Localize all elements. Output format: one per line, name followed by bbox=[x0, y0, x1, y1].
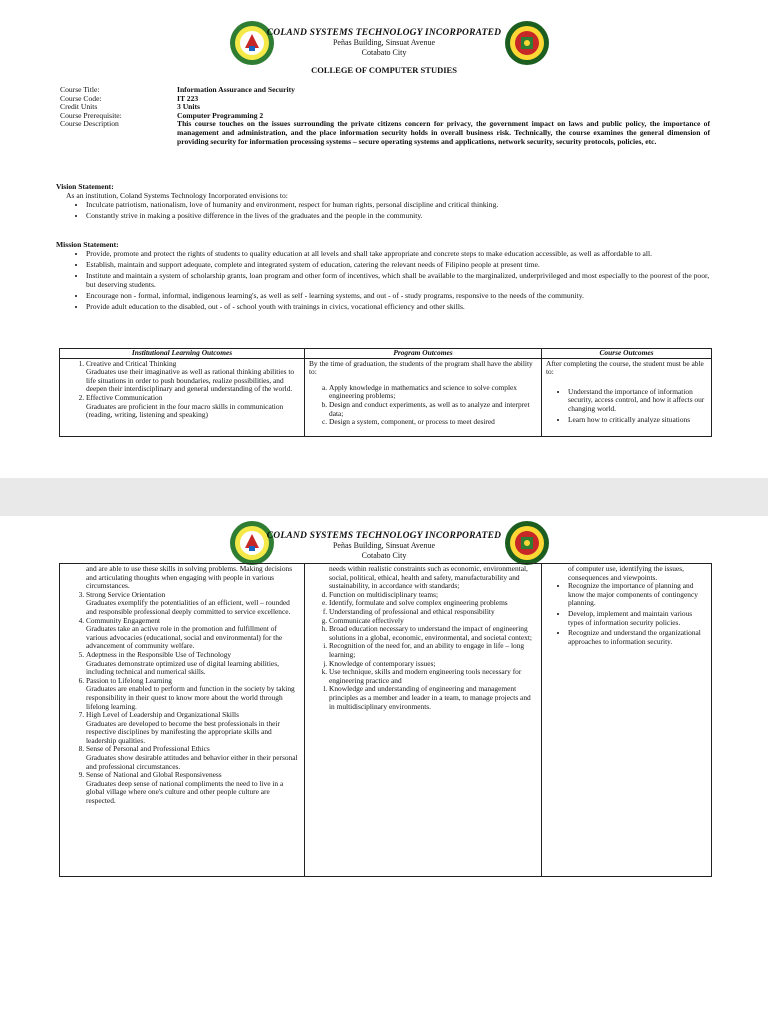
list-item: f. Understanding of professional and ethical responsibility bbox=[329, 608, 537, 617]
vision-section bbox=[56, 182, 716, 222]
po-header: Program Outcomes bbox=[305, 349, 542, 359]
co-header: Course Outcomes bbox=[542, 349, 712, 359]
list-item bbox=[86, 617, 300, 651]
list-item: • Institute and maintain a system of scholarship grants, loan program and other form of incentives, which shall be available to the marginalized, underprivileged and most especially to the poorest of the poor, but deserving students. bbox=[86, 271, 716, 289]
ilo-cell bbox=[60, 358, 305, 436]
list-item: • Recognize the importance of planning and know the major components of contingency planning. bbox=[568, 582, 707, 608]
org-name: COLAND SYSTEMS TECHNOLOGY INCORPORATED bbox=[266, 28, 502, 38]
po-continuation: needs within realistic constraints such as economic, environmental, social, political, ethical, health and safety, manufacturability and sustainability, in accordance with standards; bbox=[329, 564, 528, 591]
co-cell bbox=[542, 358, 712, 436]
ilo-desc: Graduates show desirable attitudes and behavior either in their personal and professional circumstances. bbox=[86, 753, 298, 771]
list-item: c. Design a system, component, or process to meet desired bbox=[329, 418, 537, 427]
list-item: l. Knowledge and understanding of engineering and management principles as a member and leader in a team, to manage projects and in multidisciplinary environments. bbox=[329, 685, 537, 711]
prerequisite-label: Course Prerequisite: bbox=[60, 110, 122, 120]
document-page-2 bbox=[0, 516, 768, 1024]
vision-title: Vision Statement: bbox=[56, 182, 114, 191]
list-item: • Understand the importance of information security, access control, and how it affects our changing world. bbox=[568, 388, 707, 414]
letterhead bbox=[0, 28, 768, 75]
ilo-desc: Graduates exemplify the potentialities of an efficient, well – rounded and responsible professional deeply committed to service excellence. bbox=[86, 598, 291, 616]
list-item: • Develop, implement and maintain various types of information security policies. bbox=[568, 610, 707, 627]
po-cell bbox=[305, 564, 542, 877]
credit-units-value: 3 Units bbox=[177, 102, 200, 112]
description-label: Course Description bbox=[60, 119, 119, 129]
list-item bbox=[86, 771, 300, 805]
address-line-2: Cotabato City bbox=[361, 48, 407, 57]
ilo-title: Sense of National and Global Responsiveness bbox=[86, 770, 222, 780]
credit-units-label: Credit Units bbox=[60, 102, 98, 112]
vision-intro: As an institution, Coland Systems Technology Incorporated envisions to: bbox=[66, 191, 288, 200]
ilo-title: Passion to Lifelong Learning bbox=[86, 675, 173, 685]
ilo-title: Effective Communication bbox=[86, 392, 163, 402]
course-title-value: Information Assurance and Security bbox=[177, 85, 295, 94]
course-info bbox=[60, 86, 710, 146]
list-item bbox=[86, 591, 300, 617]
mission-section bbox=[56, 240, 716, 313]
list-item: e. Identify, formulate and solve complex engineering problems bbox=[329, 599, 537, 608]
ilo-desc: Graduates use their imaginative as well as rational thinking abilities to life situations in order to push boundaries, realize possibilities, and deepen their interdisciplinary and general understanding of the world. bbox=[86, 367, 295, 394]
list-item: i. Recognition of the need for, and an ability to engage in life – long learning; bbox=[329, 642, 537, 659]
course-title-label: Course Title: bbox=[60, 85, 100, 94]
list-item: • Establish, maintain and support adequate, complete and integrated system of education, catering the relevant needs of Filipino people at present time. bbox=[86, 260, 716, 269]
course-code-value: IT 223 bbox=[177, 93, 199, 103]
ilo-cell bbox=[60, 564, 305, 877]
org-name: COLAND SYSTEMS TECHNOLOGY INCORPORATED bbox=[266, 531, 502, 541]
list-item: h. Broad education necessary to understand the impact of engineering solutions in a global, economic, environmental, and societal context; bbox=[329, 625, 537, 642]
list-item: • Provide, promote and protect the rights of students to quality education at all levels and shall take appropriate and concrete steps to make education accessible, as well as affordable to all. bbox=[86, 249, 716, 258]
list-item: b. Design and conduct experiments, as well as to analyze and interpret data; bbox=[329, 401, 537, 418]
ilo-list bbox=[64, 591, 300, 806]
list-item bbox=[86, 651, 300, 677]
list-item bbox=[86, 360, 300, 394]
co-intro: After completing the course, the student must be able to: bbox=[546, 358, 704, 377]
address-line-1: Peñas Building, Sinsuat Avenue bbox=[332, 38, 436, 47]
list-item: • Constantly strive in making a positive difference in the lives of the graduates and the people in the community. bbox=[86, 211, 716, 220]
ilo-title: Community Engagement bbox=[86, 615, 161, 625]
list-item: j. Knowledge of contemporary issues; bbox=[329, 660, 537, 669]
ilo-header: Institutional Learning Outcomes bbox=[60, 349, 305, 359]
po-list bbox=[309, 591, 537, 711]
mission-list bbox=[56, 249, 716, 311]
list-item: • Recognize and understand the organizational approaches to information security. bbox=[568, 629, 707, 646]
list-item: • Encourage non - formal, informal, indigenous learning's, as well as self - learning systems, and out - of - study programs, responsive to the needs of the community. bbox=[86, 291, 716, 300]
letterhead bbox=[0, 531, 768, 561]
document-page-1 bbox=[0, 0, 768, 478]
co-list bbox=[546, 388, 707, 424]
list-item: • Inculcate patriotism, nationalism, love of humanity and environment, respect for human rights, personal discipline and critical thinking. bbox=[86, 200, 716, 209]
list-item bbox=[86, 677, 300, 711]
vision-list bbox=[56, 200, 716, 220]
ilo-continuation: and are able to use these skills in solving problems. Making decisions and articulating thoughts when engaging with people in various circumstances. bbox=[86, 564, 293, 591]
list-item bbox=[86, 394, 300, 420]
ilo-list bbox=[64, 360, 300, 420]
page-separator bbox=[0, 478, 768, 516]
ilo-desc: Graduates take an active role in the promotion and fulfillment of various advocacies (educational, social and environmental) for the advancement of community welfare. bbox=[86, 624, 283, 651]
prerequisite-value: Computer Programming 2 bbox=[177, 110, 264, 120]
ilo-title: Sense of Personal and Professional Ethics bbox=[86, 744, 210, 754]
mission-title: Mission Statement: bbox=[56, 240, 119, 249]
list-item: k. Use technique, skills and modern engineering tools necessary for engineering practice and bbox=[329, 668, 537, 685]
ilo-title: High Level of Leadership and Organizational Skills bbox=[86, 710, 239, 720]
list-item bbox=[86, 711, 300, 745]
list-item: g. Communicate effectively bbox=[329, 617, 537, 626]
course-code-label: Course Code: bbox=[60, 93, 102, 103]
list-item: • Learn how to critically analyze situations bbox=[568, 416, 707, 425]
co-continuation: of computer use, identifying the issues, consequences and viewpoints. bbox=[568, 564, 684, 582]
list-item: a. Apply knowledge in mathematics and science to solve complex engineering problems; bbox=[329, 384, 537, 401]
po-cell bbox=[305, 358, 542, 436]
co-list bbox=[546, 582, 707, 646]
ilo-desc: Graduates are developed to become the best professionals in their respective disciplines by manifesting the appropriate skills and leadership qualities. bbox=[86, 718, 280, 745]
address-line-2: Cotabato City bbox=[361, 551, 407, 560]
outcomes-table-part-1 bbox=[59, 348, 712, 437]
list-item: • Provide adult education to the disabled, out - of - school youth with trainings in civics, vocational efficiency and other skills. bbox=[86, 302, 716, 311]
address-line-1: Peñas Building, Sinsuat Avenue bbox=[332, 541, 436, 550]
college-name: COLLEGE OF COMPUTER STUDIES bbox=[311, 65, 457, 75]
po-intro: By the time of graduation, the students of the program shall have the ability to: bbox=[309, 358, 533, 377]
ilo-desc: Graduates are enabled to perform and function in the society by taking responsibility in their quest to know more about the world through lifelong learning. bbox=[86, 684, 295, 711]
ilo-desc: Graduates demonstrate optimized use of digital learning abilities, including technical and numerical skills. bbox=[86, 658, 279, 677]
ilo-title: Strong Service Orientation bbox=[86, 589, 166, 599]
po-list bbox=[309, 384, 537, 427]
description-value: This course touches on the issues surrounding the private citizens concern for privacy, the government impact on laws and public policy, the importance of management and administration, and the place information security holds in overall business risk. Technically, the course examines the general dimension of providing security for information processing systems – secure operating systems and applications, network security, security protocols, policies, etc. bbox=[177, 119, 710, 146]
co-cell bbox=[542, 564, 712, 877]
list-item bbox=[86, 745, 300, 771]
outcomes-table-part-2 bbox=[59, 563, 712, 877]
ilo-title: Creative and Critical Thinking bbox=[86, 358, 177, 368]
ilo-desc: Graduates are proficient in the four macro skills in communication (reading, writing, listening and speaking) bbox=[86, 401, 284, 420]
list-item: d. Function on multidisciplinary teams; bbox=[329, 591, 537, 600]
ilo-desc: Graduates deep sense of national compliments the need to live in a global village where one's culture and other people culture are respected. bbox=[86, 778, 284, 806]
ilo-title: Adeptness in the Responsible Use of Technology bbox=[86, 649, 232, 659]
